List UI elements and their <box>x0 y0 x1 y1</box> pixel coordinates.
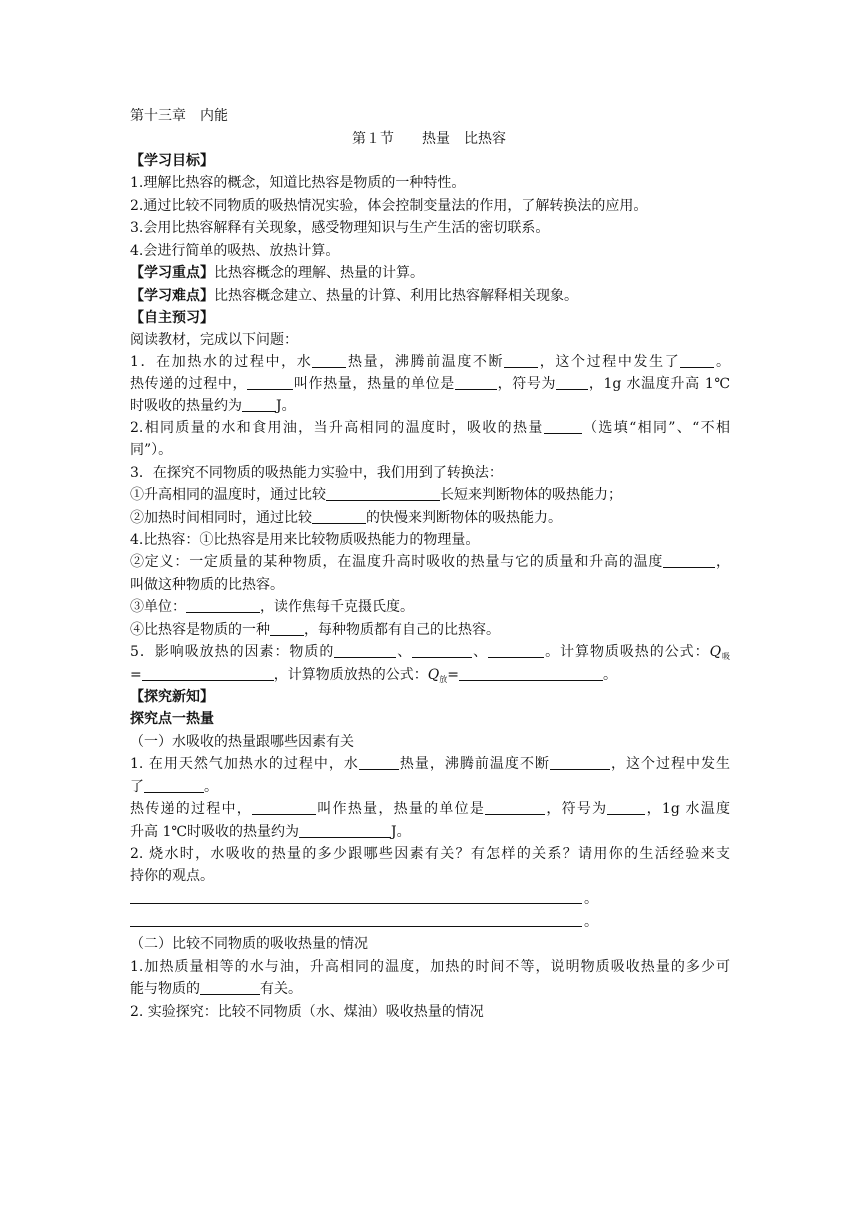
answer-blank[interactable] <box>144 778 204 793</box>
answer-blank[interactable] <box>252 800 316 815</box>
question-line: 热传递的过程中， 叫作热量，热量的单位是 ，符号为 ，1g 水温度升高 1℃ <box>130 376 731 392</box>
answer-blank[interactable] <box>270 621 304 636</box>
question-line: 1．在加热水的过程中，水 热量，沸腾前温度不断 ，这个过程中发生了 。 <box>130 354 731 370</box>
preview-intro: 阅读教材，完成以下问题： <box>130 332 298 348</box>
section-title: 第１节 热量 比热容 <box>352 131 506 147</box>
answer-blank[interactable] <box>607 800 645 815</box>
difficulty-text: 比热容概念建立、热量的计算、利用比热容解释相关现象。 <box>214 288 578 304</box>
answer-blank[interactable] <box>556 375 588 390</box>
difficulty-label: 【学习难点】 <box>130 288 214 304</box>
answer-blank[interactable] <box>312 509 366 524</box>
difficult-points <box>130 286 578 306</box>
answer-blank[interactable] <box>459 666 603 681</box>
question-line: ②定义：一定质量的某种物质，在温度升高时吸收的热量与它的质量和升高的温度 ， <box>130 554 730 570</box>
answer-blank[interactable] <box>550 755 610 770</box>
explore-point-title: 探究点一热量 <box>130 711 214 727</box>
answer-blank[interactable] <box>544 419 582 434</box>
answer-line[interactable] <box>130 903 582 904</box>
question-line: 叫做这种物质的比热容。 <box>130 577 284 593</box>
answer-blank[interactable] <box>247 375 293 390</box>
question-line: 持你的观点。 <box>130 868 214 884</box>
question-line: 4.比热容：①比热容是用来比较物质吸热能力的物理量。 <box>130 532 480 548</box>
question-line: 同”）。 <box>130 442 173 458</box>
preview-heading: 【自主预习】 <box>130 310 214 326</box>
answer-blank[interactable] <box>326 486 440 501</box>
key-label: 【学习重点】 <box>130 265 214 281</box>
question-line: 能与物质的 有关。 <box>130 981 302 997</box>
question-line: = ，计算物质放热的公式：$Q_放=$ 。 <box>130 667 617 684</box>
answer-blank[interactable] <box>488 643 544 658</box>
question-line: 2.相同质量的水和食用油，当升高相同的温度时，吸收的热量 （选填“相同”、“不相 <box>130 420 730 436</box>
question-line: ①升高相同的温度时，通过比较 长短来判断物体的吸热能力； <box>130 487 622 503</box>
answer-blank[interactable] <box>200 980 260 995</box>
question-line: ②加热时间相同时，通过比较 的快慢来判断物体的吸热能力。 <box>130 510 562 526</box>
answer-line[interactable] <box>130 926 582 927</box>
key-text: 比热容概念的理解、热量的计算。 <box>214 265 424 281</box>
question-line: 1.加热质量相等的水与油，升高相同的温度，加热的时间不等，说明物质吸收热量的多少可 <box>130 959 730 975</box>
question-line: ③单位： ，读作焦每千克摄氏度。 <box>130 599 414 615</box>
answer-blank[interactable] <box>412 643 472 658</box>
answer-blank[interactable] <box>455 375 497 390</box>
question-line: 了 。 <box>130 779 218 795</box>
question-line: 时吸收的热量约为 J。 <box>130 398 296 414</box>
answer-blank[interactable] <box>142 666 274 681</box>
answer-blank[interactable] <box>359 755 399 770</box>
goals-heading: 【学习目标】 <box>130 153 214 169</box>
chapter-heading: 第十三章 内能 <box>130 108 228 124</box>
goal-item: 4.会进行简单的吸热、放热计算。 <box>130 243 340 259</box>
question-line: 5．影响吸放热的因素：物质的 、 、 。计算物质吸热的公式：$Q_吸$ <box>130 644 731 661</box>
answer-blank[interactable] <box>186 598 260 613</box>
answer-blank[interactable] <box>242 397 276 412</box>
question-line: 2. 烧水时，水吸收的热量的多少跟哪些因素有关？有怎样的关系？请用你的生活经验来支 <box>130 846 730 862</box>
answer-blank[interactable] <box>312 353 346 368</box>
goal-item: 1.理解比热容的概念，知道比热容是物质的一种特性。 <box>130 175 466 191</box>
answer-blank[interactable] <box>299 823 391 838</box>
key-points <box>130 263 424 283</box>
answer-blank[interactable] <box>485 800 545 815</box>
goal-item: 2.通过比较不同物质的吸热情况实验，体会控制变量法的作用，了解转换法的应用。 <box>130 198 648 214</box>
question-line: 热传递的过程中， 叫作热量，热量的单位是 ，符号为 ，1g 水温度 <box>130 801 731 817</box>
period-mark: 。 <box>584 891 598 907</box>
question-line: ④比热容是物质的一种 ，每种物质都有自己的比热容。 <box>130 622 500 638</box>
question-line: 2. 实验探究：比较不同物质（水、煤油）吸收热量的情况 <box>130 1004 484 1020</box>
answer-blank[interactable] <box>680 353 714 368</box>
explore-heading: 【探究新知】 <box>130 689 214 705</box>
goal-item: 3.会用比热容解释有关现象，感受物理知识与生产生活的密切联系。 <box>130 220 550 236</box>
answer-blank[interactable] <box>334 643 396 658</box>
question-line: 升高 1℃时吸收的热量约为 J。 <box>130 824 411 840</box>
subsection-title: （二）比较不同物质的吸收热量的情况 <box>130 936 368 952</box>
subsection-title: （一）水吸收的热量跟哪些因素有关 <box>130 734 354 750</box>
question-line: 3．在探究不同物质的吸热能力实验中，我们用到了转换法： <box>130 465 503 481</box>
question-line: 1. 在用天然气加热水的过程中，水 热量，沸腾前温度不断 ，这个过程中发生 <box>130 756 730 772</box>
answer-blank[interactable] <box>504 353 538 368</box>
period-mark: 。 <box>584 914 598 930</box>
answer-blank[interactable] <box>663 553 715 568</box>
